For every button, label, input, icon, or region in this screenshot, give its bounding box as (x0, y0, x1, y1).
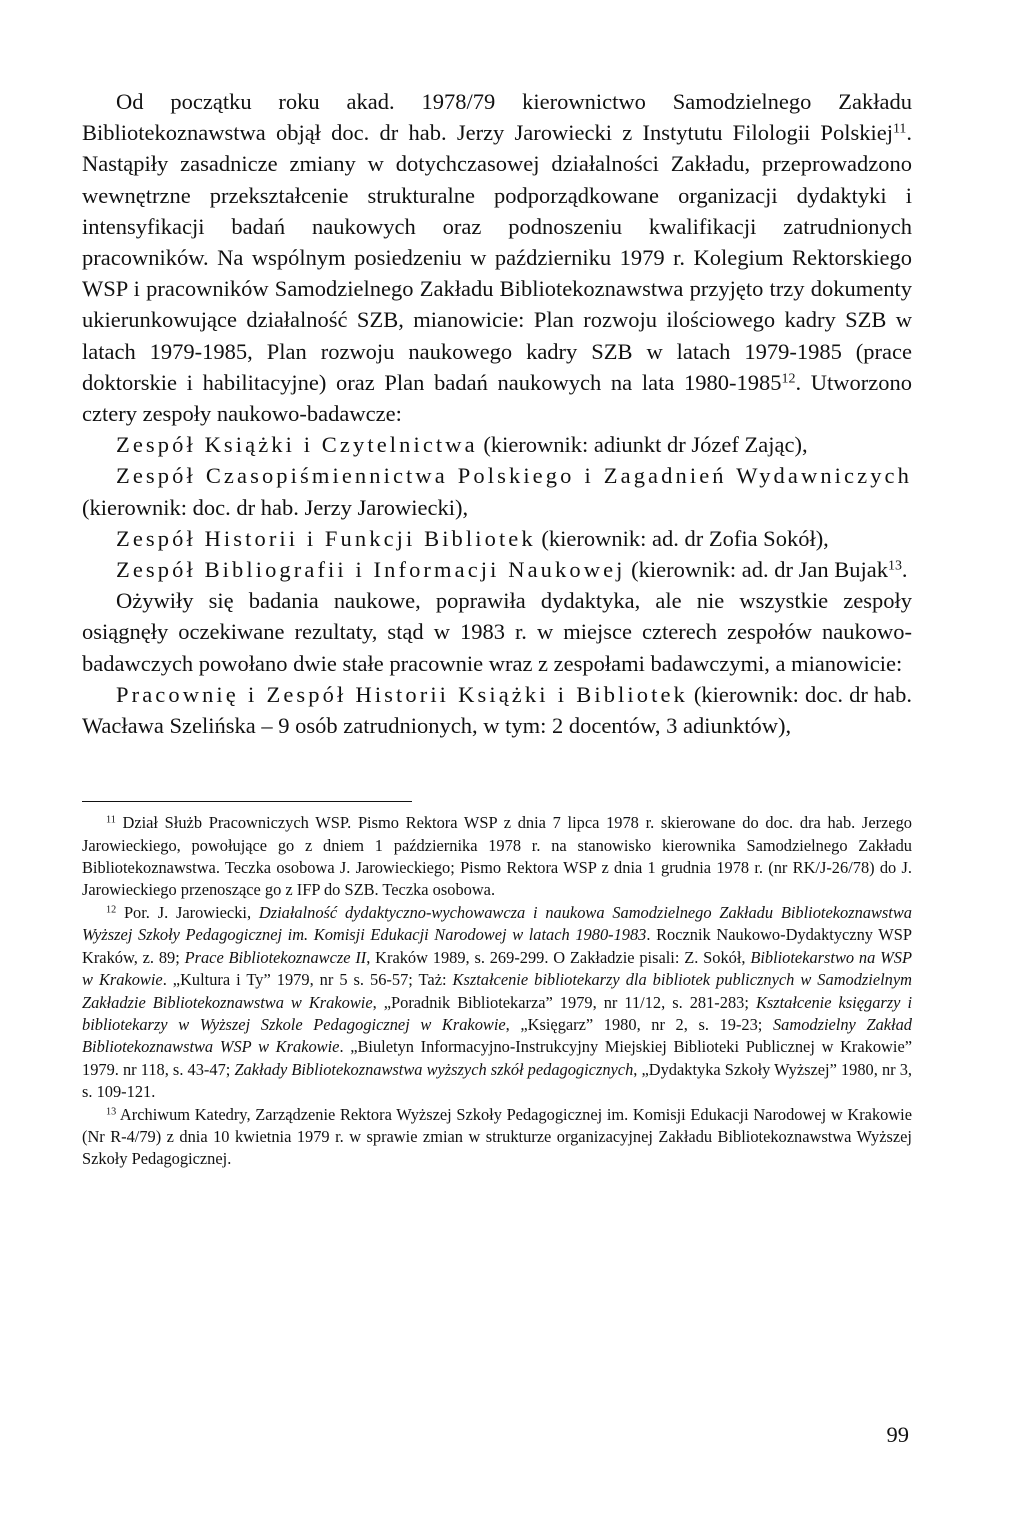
lab-item: Pracownię i Zespół Historii Książki i Bibliotek (kierownik: doc. dr hab. Wacława Szelińska – 9 osób zatrudnionych, w tym: 2 docentów, 3 adiunktów), (82, 681, 912, 739)
footnote-12: $^{12}$ Por. J. Jarowiecki, Działalność dydaktyczno-wychowawcza i naukowa Samodzielnego Zakładu Bibliotekoznawstwa Wyższej Szkoły Pedagogicznej im. Komisji Edukacji Narodowej w latach 1980-1983. Rocznik Naukowo-Dydaktyczny WSP Kraków, z. 89; Prace Bibliotekoznawcze II, Kraków 1989, s. 269-299. O Zakładzie pisali: Z. Sokół, Bibliotekarstwo na WSP w Krakowie. „Kultura i Ty” 1979, nr 5 s. 56-57; Taż: Kształcenie bibliotekarzy dla bibliotek publicznych w Samodzielnym Zakładzie Bibliotekoznawstwa w Krakowie, „Poradnik Bibliotekarza” 1979, nr 11/12, s. 281-283; Kształcenie księgarzy i bibliotekarzy w Wyższej Szkole Pedagogicznej w Krakowie, „Księgarz” 1980, nr 2, s. 19-23; Samodzielny Zakład Bibliotekoznawstwa WSP w Krakowie. „Biuletyn Informacyjno-Instrukcyjny Miejskiej Biblioteki Publicznej w Krakowie” 1979. nr 118, s. 43-47; Zakłady Bibliotekoznawstwa wyższych szkół pedagogicznych, „Dydaktyka Szkoły Wyższej” 1980, nr 3, s. 109-121. (82, 902, 913, 1102)
team-item: Zespół Książki i Czytelnictwa (kierownik: adiunkt dr Józef Zając), (116, 432, 808, 458)
team-item: Zespół Czasopiśmiennictwa Polskiego i Zagadnień Wydawniczych (kierownik: doc. dr hab. Jerzy Jarowiecki), (82, 463, 912, 520)
paragraph-revival: Ożywiły się badania naukowe, poprawiła dydaktyka, ale nie wszystkie zespoły osiągnęły oczekiwane rezultaty, stąd w 1983 r. w miejsce czterech zespołów naukowo-badawczych powołano dwie stałe pracownie wraz z zespołami badawczymi, a mianowicie: (82, 588, 912, 676)
footnote-divider (82, 801, 412, 802)
main-text (82, 86, 912, 741)
footnote-11: $^{11}$ Dział Służb Pracowniczych WSP. Pismo Rektora WSP z dnia 7 lipca 1978 r. skierowane do doc. dra hab. Jerzego Jarowieckiego, powołujące go z dniem 1 października 1978 r. na stanowisko kierownika Samodzielnego Zakładu Bibliotekoznawstwa. Teczka osobowa J. Jarowieckiego; Pismo Rektora WSP z dnia 1 grudnia 1978 r. (nr RK/J-26/78) do J. Jarowieckiego przenoszące go z IFP do SZB. Teczka osobowa. (82, 813, 912, 900)
footnote-ref-12: 12 (781, 371, 796, 387)
page-number: 99 (886, 1422, 909, 1447)
paragraph-intro: Od początku roku akad. 1978/79 kierownictwo Samodzielnego Zakładu Bibliotekoznawstwa objął doc. dr hab. Jerzy Jarowiecki z Instytutu Filologii Polskiej$^{11}$. Nastąpiły zasadnicze zmiany w dotychczasowej działalności Zakładu, przeprowadzono wewnętrzne przekształcenie strukturalne podporządkowane organizacji dydaktyki i intensyfikacji badań naukowych oraz podnoszeniu kwalifikacji zatrudnionych pracowników. Na wspólnym posiedzeniu w październiku 1979 r. Kolegium Rektorskiego WSP i pracowników Samodzielnego Zakładu Bibliotekoznawstwa przyjęto trzy dokumenty ukierunkowujące działalność SZB, mianowicie: Plan rozwoju ilościowego kadry SZB w latach 1979-1985, Plan rozwoju naukowego kadry SZB w latach 1979-1985 (prace doktorskie i habilitacyjne) oraz Plan badań naukowych na lata 1980-1985$^{12}$. Utworzono cztery zespoły naukowo-badawcze: (82, 89, 912, 427)
team-item: Zespół Historii i Funkcji Bibliotek (kierownik: ad. dr Zofia Sokół), (116, 525, 829, 551)
footnotes (82, 812, 912, 1171)
footnote-ref-13: 13 (887, 558, 902, 574)
team-item: Zespół Bibliografii i Informacji Naukowej (kierownik: ad. dr Jan Bujak$^{13}$. (116, 557, 908, 583)
footnote-13: $^{13}$ Archiwum Katedry, Zarządzenie Rektora Wyższej Szkoły Pedagogicznej im. Komisji Edukacji Narodowej w Krakowie (Nr R-4/79) z dnia 10 kwietnia 1979 r. w sprawie zmian w strukturze organizacyjnej Zakładu Bibliotekoznawstwa Wyższej Szkoły Pedagogicznej. (82, 1104, 912, 1169)
footnote-ref-11: 11 (892, 121, 907, 137)
